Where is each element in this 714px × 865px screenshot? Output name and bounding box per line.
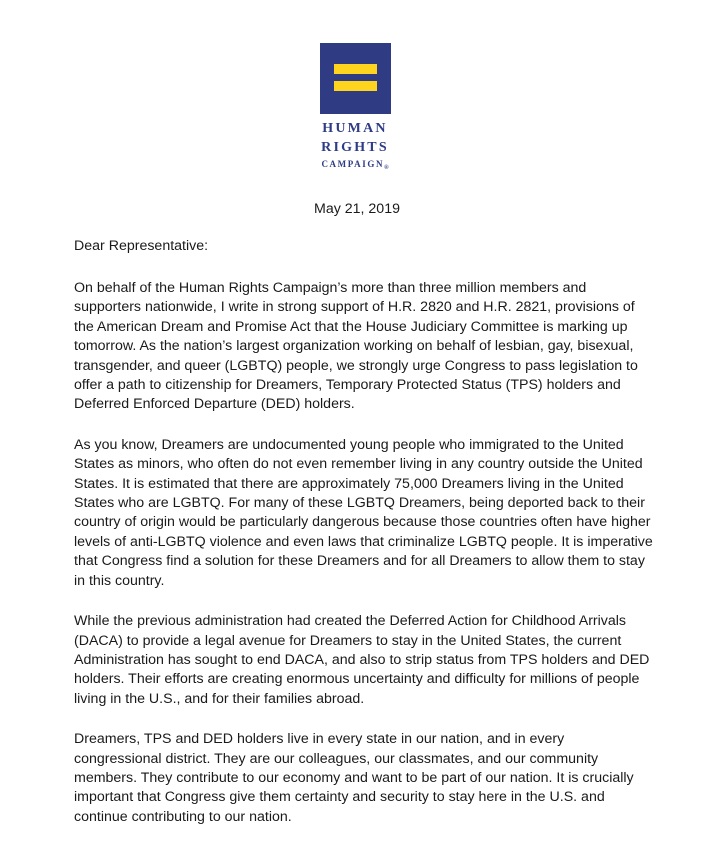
body-paragraph: As you know, Dreamers are undocumented young people who immigrated to the United States as minors, who often do not even remember living in any country outside the United States. It is estimated that there are approximately 75,000 Dreamers living in the United States who are LGBTQ. For many of these LGBTQ Dreamers, being deported back to their country of origin would be particularly dangerous because those countries often have higher levels of anti-LGBTQ violence and even laws that criminalize LGBTQ people. It is imperative that Congress find a solution for these Dreamers and for all Dreamers to allow them to stay in this country. [74,436,653,589]
body-paragraph: While the previous administration had created the Deferred Action for Childhood Arrivals (DACA) to provide a legal avenue for Dreamers to stay in the United States, the current Administration has sought to end DACA, and also to strip status from TPS holders and DED holders. Their efforts are creating enormous uncertainty and difficulty for millions of people living in the U.S., and for their families abroad. [74,613,650,707]
hrc-logo-graphic [320,43,391,114]
body-paragraph: Dreamers, TPS and DED holders live in every state in our nation, and in every congressional district. They are our colleagues, our classmates, and our community members. They contribute to our economy and want to be part of our nation. It is crucially important that Congress give them certainty and security to stay here in the U.S. and continue contributing to our nation. [74,731,634,825]
org-name-line-1: HUMAN [322,121,388,136]
hrc-equality-logo-icon [320,43,391,114]
logo-top-bar [334,64,377,74]
org-name-line-3 [300,160,410,171]
letter-body [74,279,654,848]
body-paragraph: On behalf of the Human Rights Campaign’s more than three million members and supporters nationwide, I write in strong support of H.R. 2820 and H.R. 2821, provisions of the American Dream and Promise Act that the House Judiciary Committee is marking up tomorrow. As the nation’s largest organization working on behalf of lesbian, gay, bisexual, transgender, and queer (LGBTQ) people, we strongly urge Congress to pass legislation to offer a path to citizenship for Dreamers, Temporary Protected Status (TPS) holders and Deferred Enforced Departure (DED) holders. [74,280,638,413]
registered-mark: ® [384,165,389,171]
org-name-line-2: RIGHTS [321,140,389,155]
letter-date: May 21, 2019 [314,201,400,217]
org-name-line-3-text: CAMPAIGN [321,159,385,169]
logo-background [320,43,391,114]
logo-bottom-bar [334,81,377,91]
organization-wordmark [300,122,410,171]
letter-salutation: Dear Representative: [74,238,209,254]
